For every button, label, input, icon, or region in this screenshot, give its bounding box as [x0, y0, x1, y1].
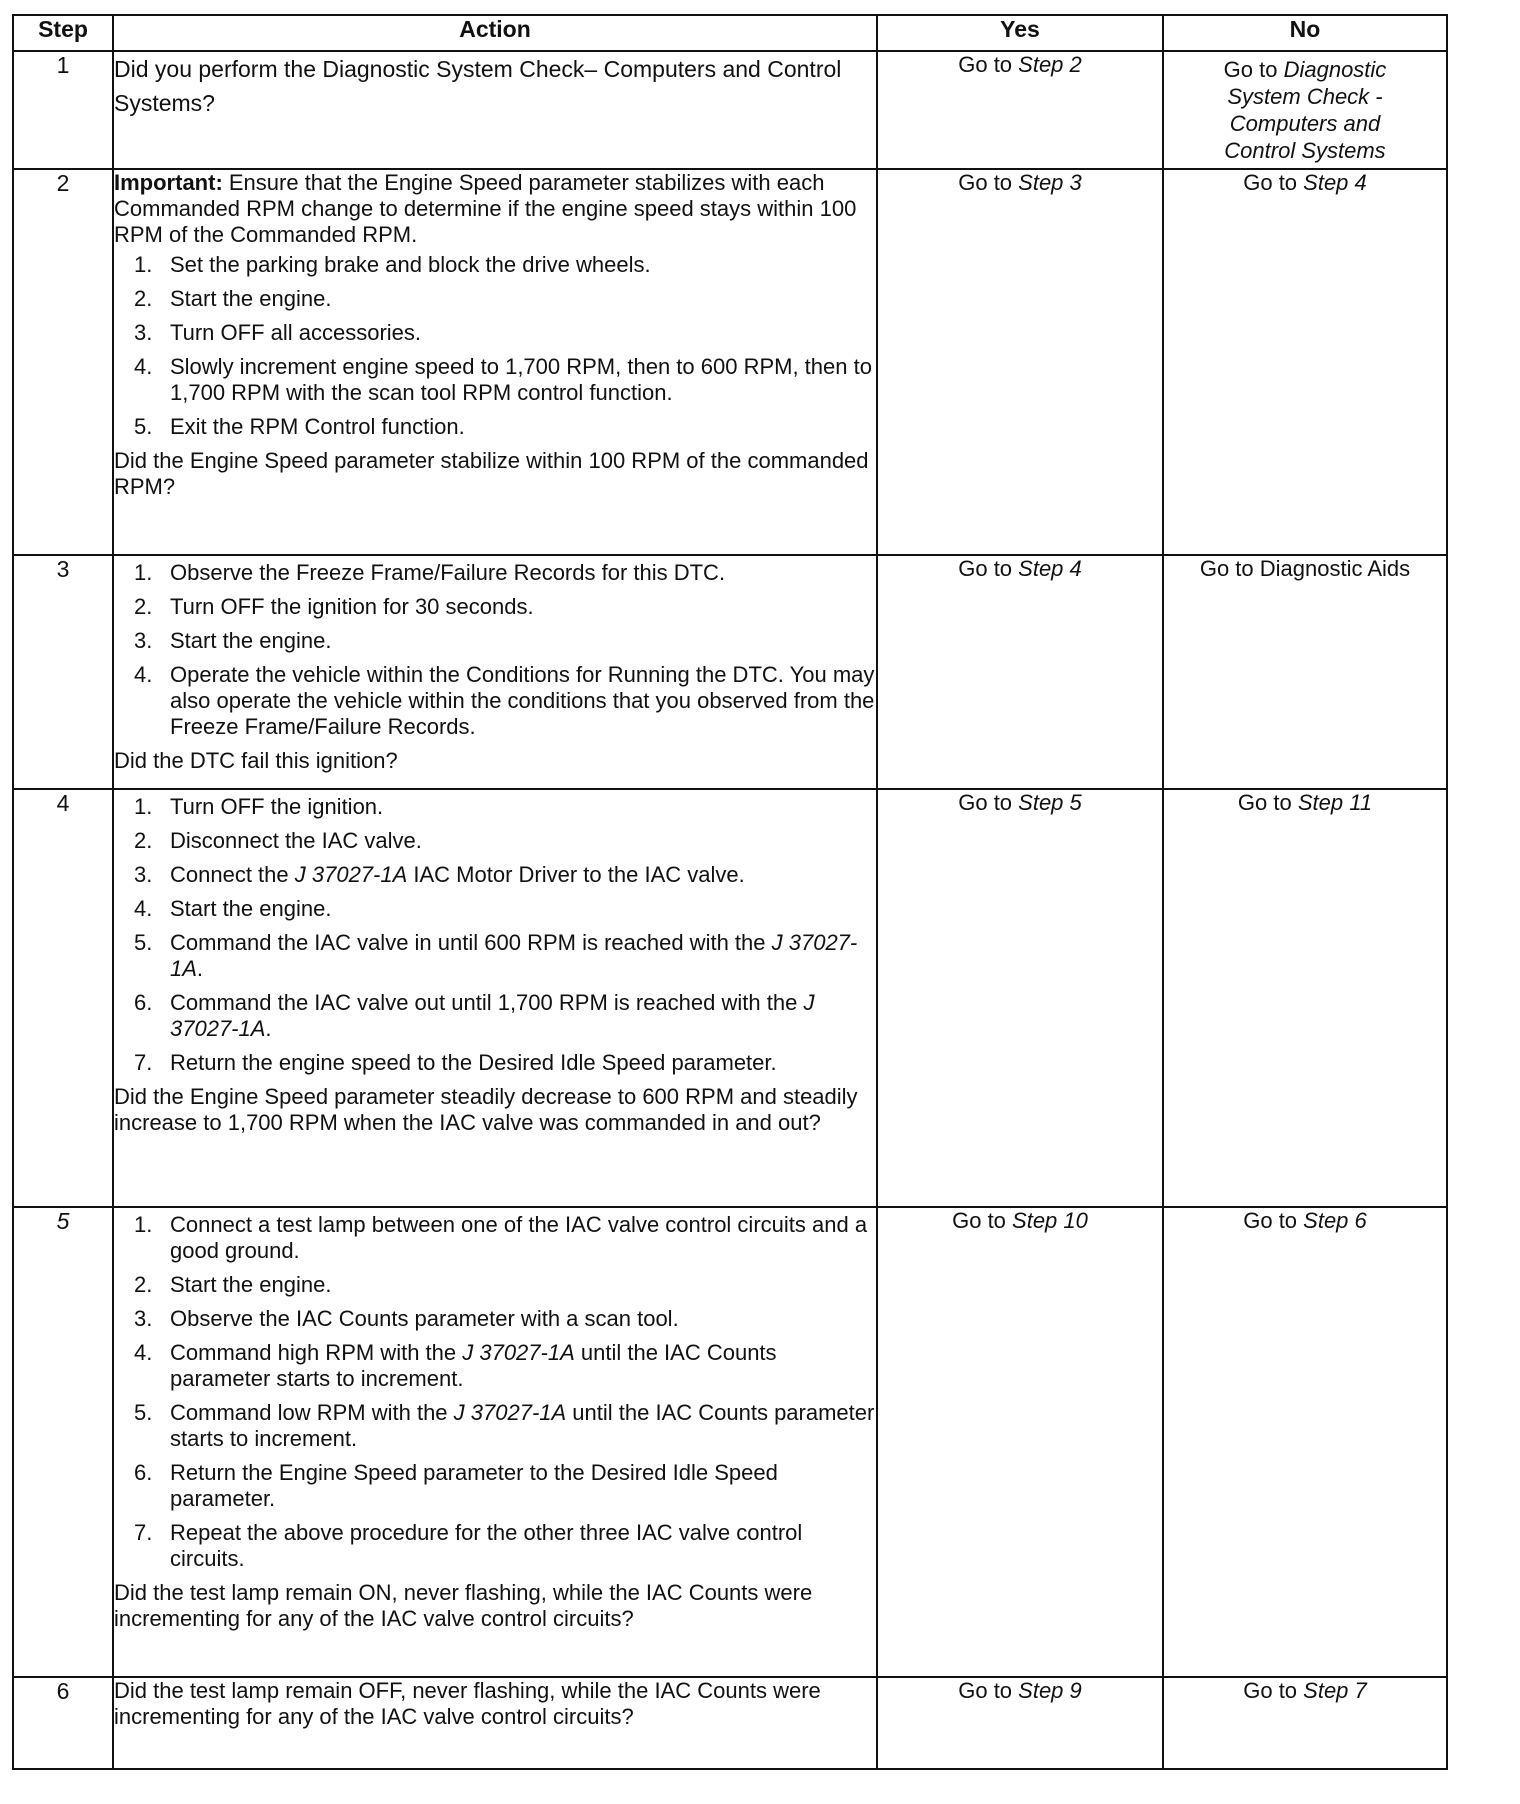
diagnostic-table: [12, 14, 1448, 1770]
list-item: 3. Start the engine.: [134, 628, 332, 653]
yes-cell: [877, 169, 1163, 555]
list-item: 3. Observe the IAC Counts parameter with a scan tool.: [134, 1306, 679, 1331]
no-cell: [1163, 1207, 1447, 1677]
list-item: 5. Exit the RPM Control function.: [134, 414, 465, 439]
list-item-text: .: [265, 1016, 272, 1041]
list-item: 2. Start the engine.: [134, 286, 332, 311]
list-item-text: Disconnect the IAC valve.: [170, 828, 422, 853]
list-item-text: Observe the IAC Counts parameter with a scan tool.: [170, 1306, 679, 1331]
procedure-list: [114, 560, 876, 740]
table-row: [13, 555, 1447, 789]
list-item-text: Repeat the above procedure for the other three IAC valve control circuits.: [170, 1520, 803, 1571]
list-item: 4. Slowly increment engine speed to 1,700 RPM, then to 600 RPM, then to 1,700 RPM with the scan tool RPM control function.: [134, 354, 872, 405]
list-item-text: Start the engine.: [170, 628, 332, 653]
no-target-link[interactable]: Step 6: [1303, 1208, 1367, 1233]
header-step: Step: [13, 15, 113, 51]
yes-target-link[interactable]: Step 3: [1018, 170, 1082, 195]
list-item: 4. Command high RPM with the J 37027-1A until the IAC Counts parameter starts to increment.: [134, 1340, 777, 1391]
tool-name: J 37027-1A: [170, 930, 858, 981]
list-item: 2. Start the engine.: [134, 1272, 332, 1297]
list-item: 2. Disconnect the IAC valve.: [134, 828, 422, 853]
yes-target-link[interactable]: Step 4: [1018, 556, 1082, 581]
go-to-label: Go to: [1243, 1678, 1304, 1703]
step-number: 2: [13, 169, 113, 555]
list-item-text: Exit the RPM Control function.: [170, 414, 465, 439]
action-cell: [113, 1677, 877, 1769]
list-item: 1. Observe the Freeze Frame/Failure Records for this DTC.: [134, 560, 726, 585]
go-to-label: Go to: [1243, 1208, 1304, 1233]
step-number: 6: [13, 1677, 113, 1769]
list-item-text: Set the parking brake and block the drive wheels.: [170, 252, 651, 277]
important-note: [114, 170, 876, 248]
list-item-text: Return the engine speed to the Desired Idle Speed parameter.: [170, 1050, 777, 1075]
yes-target-link[interactable]: Step 10: [1012, 1208, 1088, 1233]
procedure-list: [114, 252, 876, 440]
yes-cell: [877, 1207, 1163, 1677]
list-item: 6. Command the IAC valve out until 1,700 RPM is reached with the J 37027-1A.: [134, 990, 815, 1041]
list-item-text: Operate the vehicle within the Conditions for Running the DTC. You may also operate the vehicle within the conditions that you observed from the Freeze Frame/Failure Records.: [170, 662, 875, 739]
question-text: Did the Engine Speed parameter stabilize within 100 RPM of the commanded RPM?: [114, 448, 869, 499]
no-target-line: System Check -: [1227, 84, 1383, 109]
no-target-line: Diagnostic: [1283, 57, 1387, 82]
question-text: Did the Engine Speed parameter steadily decrease to 600 RPM and steadily increase to 1,700 RPM when the IAC valve was commanded in and out?: [114, 1084, 858, 1135]
action-cell: [113, 1207, 877, 1677]
list-item-text: Start the engine.: [170, 896, 332, 921]
go-to-label: Go to: [1243, 170, 1304, 195]
question-text: Did the test lamp remain ON, never flashing, while the IAC Counts were incrementing for any of the IAC valve control circuits?: [114, 1580, 813, 1631]
yes-cell: [877, 51, 1163, 169]
no-target-link[interactable]: [1164, 56, 1446, 164]
no-target-link[interactable]: Go to Diagnostic Aids: [1199, 556, 1411, 581]
no-target-line: Control Systems: [1224, 138, 1386, 163]
go-to-label: Go to: [952, 1208, 1013, 1233]
list-item-text: Command the IAC valve out until 1,700 RPM is reached with the: [170, 990, 804, 1015]
no-cell: [1163, 555, 1447, 789]
step-number: 1: [13, 51, 113, 169]
table-row: [13, 1207, 1447, 1677]
step-number: 3: [13, 555, 113, 789]
table-row: [13, 169, 1447, 555]
question-text: Did you perform the Diagnostic System Check– Computers and Control Systems?: [114, 56, 842, 116]
list-item: 4. Start the engine.: [134, 896, 332, 921]
step-number: 4: [13, 789, 113, 1207]
list-item-text: until the IAC Counts parameter starts to increment.: [170, 1400, 875, 1451]
procedure-list: [114, 794, 876, 1076]
step-number: 5: [13, 1207, 113, 1677]
tool-name: J 37027-1A: [170, 990, 815, 1041]
action-cell: [113, 555, 877, 789]
procedure-list: [114, 1212, 876, 1572]
tool-name: J 37027-1A: [453, 1400, 567, 1425]
question-text: Did the test lamp remain OFF, never flashing, while the IAC Counts were incrementing for any of the IAC valve control circuits?: [114, 1678, 821, 1729]
tool-name: J 37027-1A: [462, 1340, 575, 1365]
list-item: 7. Return the engine speed to the Desired Idle Speed parameter.: [134, 1050, 777, 1075]
go-to-label: Go to: [1223, 57, 1284, 82]
go-to-label: Go to: [958, 556, 1019, 581]
action-cell: [113, 789, 877, 1207]
yes-target-link[interactable]: Step 5: [1018, 790, 1082, 815]
no-cell: [1163, 789, 1447, 1207]
list-item-text: until the IAC Counts parameter starts to increment.: [170, 1340, 777, 1391]
list-item-text: Command the IAC valve in until 600 RPM is reached with the: [170, 930, 772, 955]
list-item: 4. Operate the vehicle within the Conditions for Running the DTC. You may also operate the vehicle within the conditions that you observed from the Freeze Frame/Failure Records.: [134, 662, 875, 739]
list-item-text: Start the engine.: [170, 286, 332, 311]
list-item-text: Observe the Freeze Frame/Failure Records for this DTC.: [170, 560, 726, 585]
important-text: Ensure that the Engine Speed parameter stabilizes with each Commanded RPM change to determine if the engine speed stays within 100 RPM of the Commanded RPM.: [114, 170, 857, 247]
table-row: [13, 1677, 1447, 1769]
list-item-text: Turn OFF the ignition for 30 seconds.: [170, 594, 534, 619]
tool-name: J 37027-1A: [294, 862, 408, 887]
no-cell: [1163, 169, 1447, 555]
list-item-text: Start the engine.: [170, 1272, 332, 1297]
yes-target-link[interactable]: Step 2: [1018, 52, 1082, 77]
list-item: 3. Turn OFF all accessories.: [134, 320, 422, 345]
action-cell: [113, 51, 877, 169]
go-to-label: Go to: [958, 52, 1019, 77]
header-action: Action: [113, 15, 877, 51]
yes-target-link[interactable]: Step 9: [1018, 1678, 1082, 1703]
question-text: Did the DTC fail this ignition?: [114, 748, 398, 773]
list-item-text: Return the Engine Speed parameter to the Desired Idle Speed parameter.: [170, 1460, 778, 1511]
list-item: 1. Connect a test lamp between one of the IAC valve control circuits and a good ground.: [134, 1212, 868, 1263]
list-item: 2. Turn OFF the ignition for 30 seconds.: [134, 594, 534, 619]
list-item-text: Slowly increment engine speed to 1,700 RPM, then to 600 RPM, then to 1,700 RPM with the scan tool RPM control function.: [170, 354, 872, 405]
no-target-link[interactable]: Step 11: [1297, 790, 1373, 815]
no-cell: [1163, 1677, 1447, 1769]
list-item-text: Connect the: [170, 862, 295, 887]
list-item-text: .: [196, 956, 204, 981]
table-row: [13, 789, 1447, 1207]
header-yes: Yes: [877, 15, 1163, 51]
table-row: [13, 51, 1447, 169]
list-item: 5. Command the IAC valve in until 600 RPM is reached with the J 37027-1A.: [134, 930, 858, 981]
list-item-text: Command high RPM with the: [170, 1340, 463, 1365]
list-item: 1. Turn OFF the ignition.: [134, 794, 384, 819]
list-item-text: Command low RPM with the: [170, 1400, 454, 1425]
no-target-link[interactable]: Step 7: [1303, 1678, 1367, 1703]
list-item: 7. Repeat the above procedure for the other three IAC valve control circuits.: [134, 1520, 803, 1571]
yes-cell: [877, 1677, 1163, 1769]
go-to-label: Go to: [958, 790, 1019, 815]
yes-cell: [877, 789, 1163, 1207]
important-label: Important:: [114, 170, 223, 195]
go-to-label: Go to: [1237, 790, 1298, 815]
list-item-text: IAC Motor Driver to the IAC valve.: [407, 862, 745, 887]
no-target-link[interactable]: Step 4: [1303, 170, 1367, 195]
go-to-label: Go to: [958, 1678, 1019, 1703]
list-item-text: Turn OFF the ignition.: [170, 794, 384, 819]
header-no: No: [1163, 15, 1447, 51]
list-item: 3. Connect the J 37027-1A IAC Motor Driver to the IAC valve.: [134, 862, 745, 887]
list-item: 1. Set the parking brake and block the drive wheels.: [134, 252, 651, 277]
table-header-row: [13, 15, 1447, 51]
action-cell: [113, 169, 877, 555]
list-item-text: Connect a test lamp between one of the IAC valve control circuits and a good ground.: [170, 1212, 868, 1263]
no-cell: [1163, 51, 1447, 169]
list-item: 5. Command low RPM with the J 37027-1A until the IAC Counts parameter starts to increment.: [134, 1400, 875, 1451]
go-to-label: Go to: [958, 170, 1019, 195]
list-item: 6. Return the Engine Speed parameter to the Desired Idle Speed parameter.: [134, 1460, 778, 1511]
yes-cell: [877, 555, 1163, 789]
list-item-text: Turn OFF all accessories.: [170, 320, 422, 345]
no-target-line: Computers and: [1229, 111, 1381, 136]
